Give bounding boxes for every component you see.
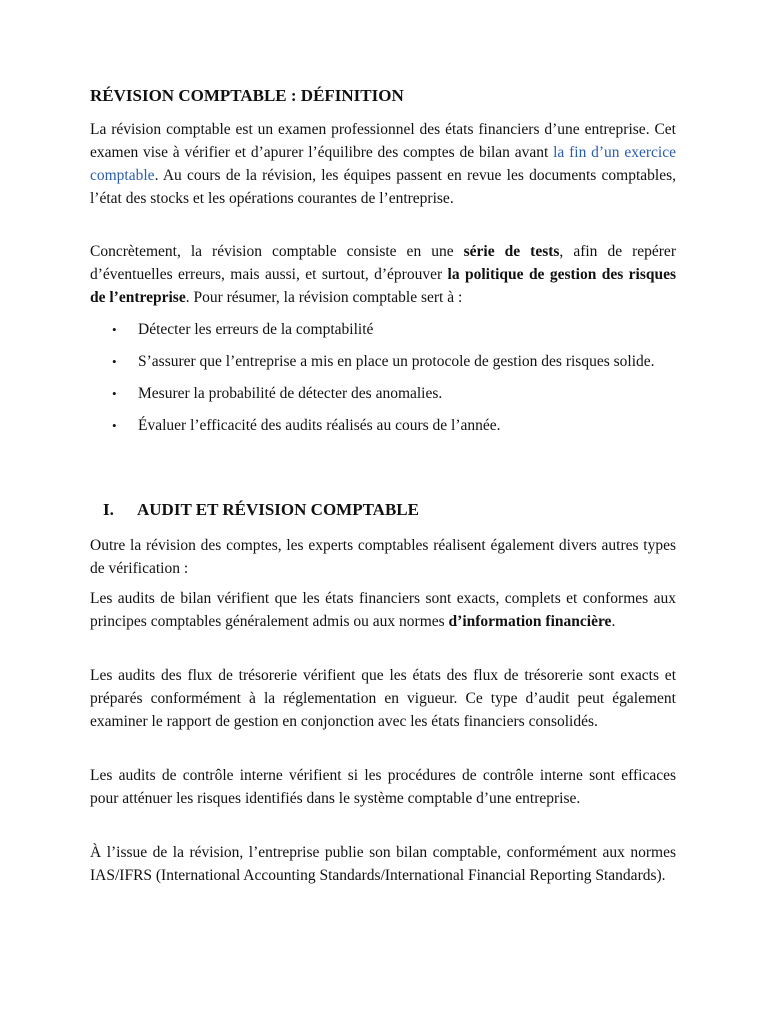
paragraph-text: . Pour résumer, la révision comptable sert à : — [185, 289, 463, 306]
list-item — [112, 382, 676, 405]
list-item-text: S’assurer que l’entreprise a mis en place un protocole de gestion des risques solide. — [138, 353, 655, 370]
bullet-icon: • — [112, 354, 117, 369]
bold-text: d’information financière — [448, 613, 612, 630]
exercice-comptable-link[interactable]: la fin d’un exercice comptable — [90, 144, 676, 184]
paragraph-outre: Outre la révision des comptes, les experts comptables réalisent également divers autres types de vérification : — [90, 537, 676, 577]
section-heading — [103, 500, 419, 520]
paragraph-audits-bilan — [90, 587, 676, 633]
bullet-icon: • — [112, 418, 117, 433]
page-title: RÉVISION COMPTABLE : DÉFINITION — [90, 86, 404, 105]
list-item — [112, 414, 676, 437]
section-number: I. — [103, 500, 114, 519]
paragraph-text: , afin de repérer d’éventuelles erreurs, mais aussi, et surtout, d’éprouver — [90, 243, 676, 283]
paragraph-flux-tresorerie: Les audits des flux de trésorerie vérifient que les états des flux de trésorerie sont exacts et préparés conformément à la réglementation en vigueur. Ce type d’audit peut également examiner le rapport de gestion en conjonction avec les états financiers consolidés. — [90, 667, 676, 730]
section-title: AUDIT ET RÉVISION COMPTABLE — [137, 500, 419, 519]
list-item — [112, 318, 676, 341]
paragraph-text: . Au cours de la révision, les équipes passent en revue les documents comptables, l’état des stocks et les opérations courantes de l’entreprise. — [90, 167, 676, 207]
paragraph-text: La révision comptable est un examen professionnel des états financiers d’une entreprise. Cet examen vise à vérifier et d’apurer l’équilibre des comptes de bilan avant — [90, 121, 676, 161]
paragraph-text: Concrètement, la révision comptable consiste en une — [90, 243, 464, 260]
paragraph-controle-interne: Les audits de contrôle interne vérifient si les procédures de contrôle interne sont efficaces pour atténuer les risques identifiés dans le système comptable d’une entreprise. — [90, 767, 676, 807]
list-item-text: Évaluer l’efficacité des audits réalisés au cours de l’année. — [138, 417, 501, 434]
bold-text: série de tests — [463, 243, 560, 260]
paragraph-concretement — [90, 240, 676, 309]
paragraph-text: . — [611, 613, 616, 630]
bullet-list — [112, 318, 676, 437]
paragraph-definition — [90, 118, 676, 210]
bold-text: la politique de gestion des risques de l’entreprise — [90, 266, 677, 306]
list-item — [112, 350, 676, 373]
bullet-icon: • — [112, 322, 117, 337]
paragraph-conclusion: À l’issue de la révision, l’entreprise publie son bilan comptable, conformément aux normes IAS/IFRS (International Accounting Standards/International Financial Reporting Standards). — [90, 844, 676, 884]
paragraph-text: Les audits de bilan vérifient que les états financiers sont exacts, complets et conformes aux principes comptables généralement admis ou aux normes — [90, 590, 676, 630]
list-item-text: Mesurer la probabilité de détecter des anomalies. — [138, 385, 443, 402]
list-item-text: Détecter les erreurs de la comptabilité — [138, 321, 374, 338]
bullet-icon: • — [112, 386, 117, 401]
